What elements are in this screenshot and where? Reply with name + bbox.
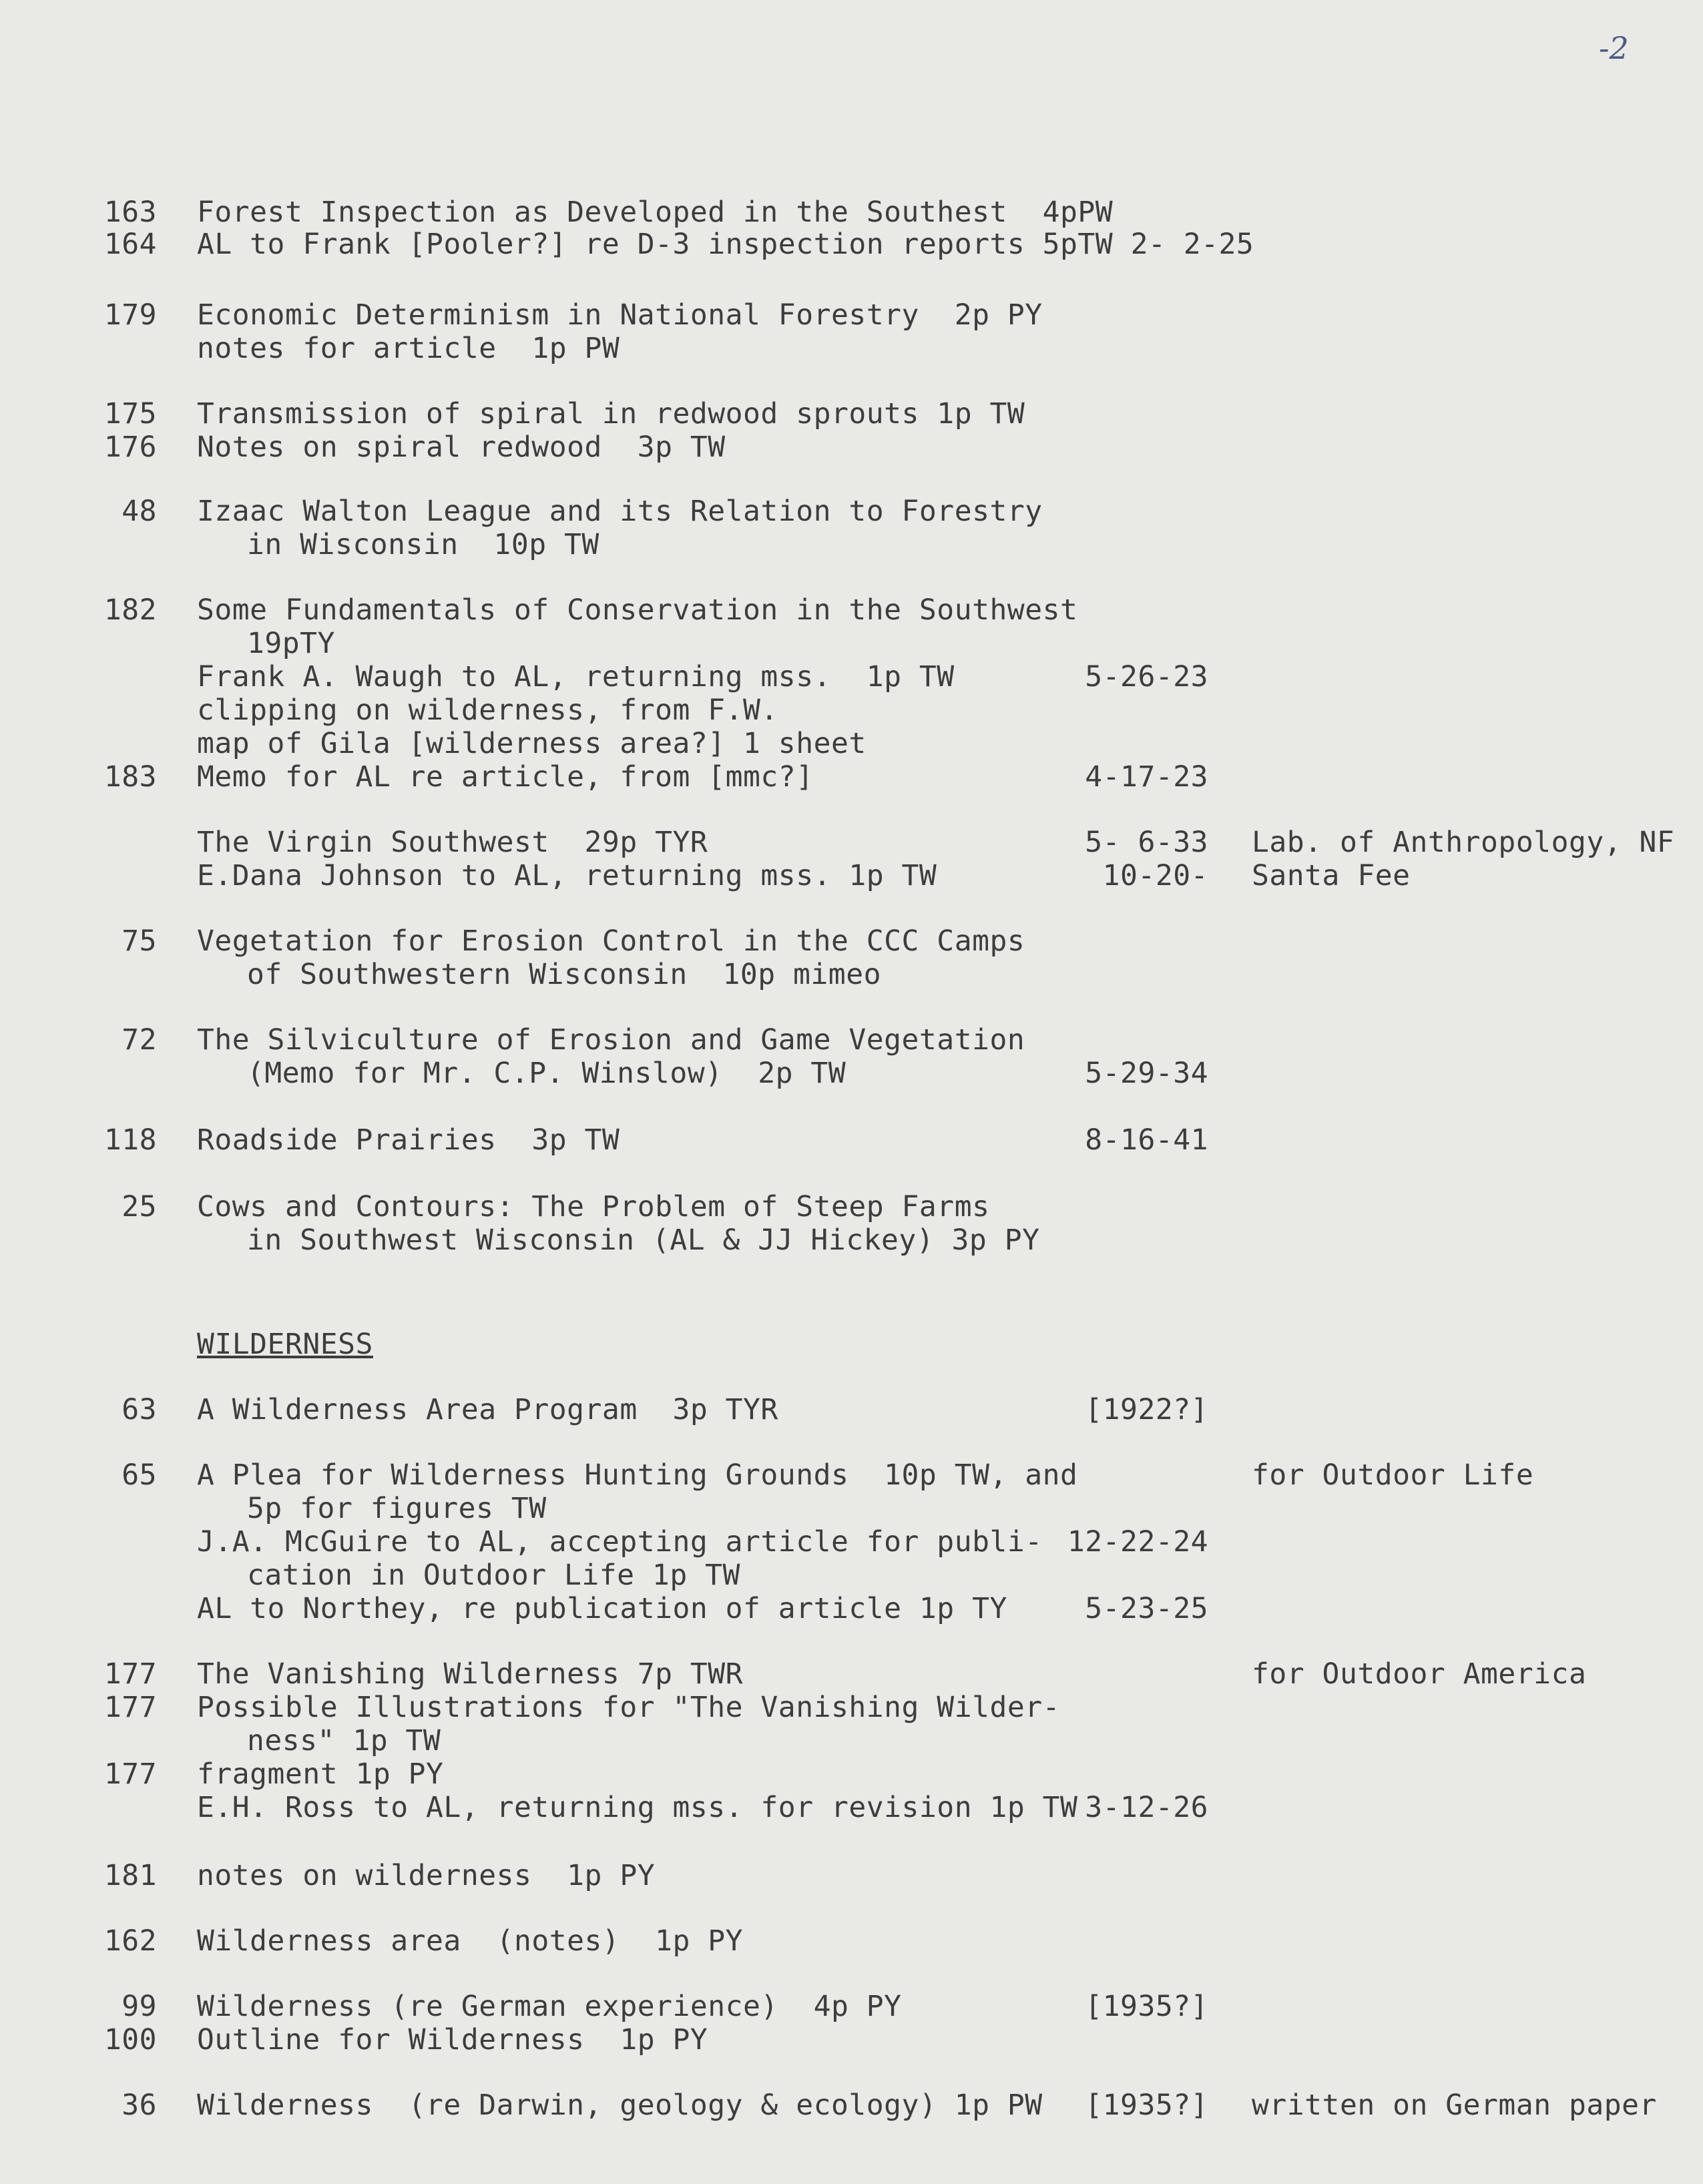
entry-number: 99 [121, 1990, 157, 2023]
entry-date: 5-26-23 [1085, 660, 1208, 694]
entry-text: Outline for Wilderness 1p PY [197, 2023, 708, 2057]
entry-text: notes on wilderness 1p PY [197, 1859, 656, 1892]
entry-number: 72 [121, 1023, 157, 1057]
entry-text: Roadside Prairies 3p TW [197, 1123, 620, 1157]
entry-text: Economic Determinism in National Forestry 2p PY [197, 298, 1043, 332]
entry-text: AL to Northey, re publication of article 1p TY [197, 1592, 1007, 1625]
entry-number: 164 [103, 228, 157, 261]
entry-note: written on German paper [1252, 2089, 1657, 2122]
entry-note: for Outdoor America [1252, 1657, 1587, 1691]
entry-text: Wilderness area (notes) 1p PY [197, 1924, 744, 1958]
entry-date: 5-23-25 [1085, 1592, 1208, 1625]
entry-text: in Wisconsin 10p TW [247, 528, 599, 561]
entry-text: clipping on wilderness, from F.W. [197, 694, 778, 727]
entry-date: 12-22-24 [1067, 1525, 1208, 1559]
entry-text: cation in Outdoor Life 1p TW [247, 1559, 740, 1592]
entry-text: map of Gila [wilderness area?] 1 sheet [197, 727, 867, 760]
entry-text: A Wilderness Area Program 3p TYR [197, 1393, 778, 1426]
entry-number: 65 [121, 1458, 157, 1492]
entry-text: Vegetation for Erosion Control in the CCC Camps [197, 924, 1025, 958]
entry-text: Cows and Contours: The Problem of Steep Farms [197, 1190, 990, 1223]
entry-text: The Virgin Southwest 29p TYR [197, 826, 708, 859]
entry-number: 36 [121, 2089, 157, 2122]
entry-number: 48 [121, 495, 157, 528]
entry-number: 177 [103, 1657, 157, 1691]
entry-number: 183 [103, 760, 157, 794]
entry-text: fragment 1p PY [197, 1757, 444, 1791]
entry-text: of Southwestern Wisconsin 10p mimeo [247, 958, 881, 991]
entry-number: 177 [103, 1691, 157, 1724]
entry-number: 175 [103, 397, 157, 431]
entry-date: 3-12-26 [1085, 1791, 1208, 1824]
entry-date: 5-29-34 [1085, 1057, 1208, 1090]
entry-text: Wilderness (re German experience) 4p PY [197, 1990, 902, 2023]
entry-number: 177 [103, 1757, 157, 1791]
entry-date: [1935?] [1085, 2089, 1208, 2122]
entry-date: 5- 6-33 [1085, 826, 1208, 859]
entry-number: 100 [103, 2023, 157, 2057]
entry-number: 176 [103, 431, 157, 464]
entry-text: ness" 1p TW [247, 1724, 441, 1757]
entry-date: [1935?] [1085, 1990, 1208, 2023]
entry-number: 63 [121, 1393, 157, 1426]
entry-text: The Vanishing Wilderness 7p TWR [197, 1657, 744, 1691]
entry-number: 162 [103, 1924, 157, 1958]
entry-text: (Memo for Mr. C.P. Winslow) 2p TW [247, 1057, 846, 1090]
entry-text: Wilderness (re Darwin, geology & ecology) 1p PW [197, 2089, 1043, 2122]
entry-date: 10-20- [1102, 859, 1208, 892]
entry-date: [1922?] [1085, 1393, 1208, 1426]
entry-text: Notes on spiral redwood 3p TW [197, 431, 726, 464]
entry-text: E.H. Ross to AL, returning mss. for revision 1p TW [197, 1791, 1078, 1824]
entry-text: in Southwest Wisconsin (AL & JJ Hickey) 3p PY [247, 1223, 1040, 1257]
entry-text: Possible Illustrations for "The Vanishing Wilder- [197, 1691, 1061, 1724]
entry-text: 5p for figures TW [247, 1492, 547, 1525]
entry-number: 118 [103, 1123, 157, 1157]
entry-note: for Outdoor Life [1252, 1458, 1534, 1492]
entry-text: The Silviculture of Erosion and Game Vegetation [197, 1023, 1025, 1057]
entry-text: notes for article 1p PW [197, 332, 620, 365]
entry-text: Forest Inspection as Developed in the Southest 4pPW [197, 196, 1114, 229]
entry-text: 19pTY [247, 627, 335, 660]
entry-text: Memo for AL re article, from [mmc?] [197, 760, 814, 794]
entry-number: 25 [121, 1190, 157, 1223]
entry-text: J.A. McGuire to AL, accepting article for publi- [197, 1525, 1043, 1559]
entry-text: Transmission of spiral in redwood sprouts 1p TW [197, 397, 1025, 431]
entry-number: 182 [103, 593, 157, 627]
entry-number: 75 [121, 924, 157, 958]
entry-text: E.Dana Johnson to AL, returning mss. 1p TW [197, 859, 937, 892]
page-number: -2 [1599, 30, 1629, 66]
entry-number: 163 [103, 196, 157, 229]
entry-date: 4-17-23 [1085, 760, 1208, 794]
entry-text: Izaac Walton League and its Relation to Forestry [197, 495, 1043, 528]
entry-text: Frank A. Waugh to AL, returning mss. 1p TW [197, 660, 955, 694]
entry-number: 179 [103, 298, 157, 332]
entry-text: AL to Frank [Pooler?] re D-3 inspection reports 5pTW 2- 2-25 [197, 228, 1254, 261]
entry-date: 8-16-41 [1085, 1123, 1208, 1157]
section-heading: WILDERNESS [197, 1328, 373, 1361]
entry-note: Santa Fee [1252, 859, 1411, 892]
entry-text: A Plea for Wilderness Hunting Grounds 10p TW, and [197, 1458, 1078, 1492]
entry-note: Lab. of Anthropology, NF [1252, 826, 1675, 859]
entry-number: 181 [103, 1859, 157, 1892]
entry-text: Some Fundamentals of Conservation in the Southwest [197, 593, 1078, 627]
